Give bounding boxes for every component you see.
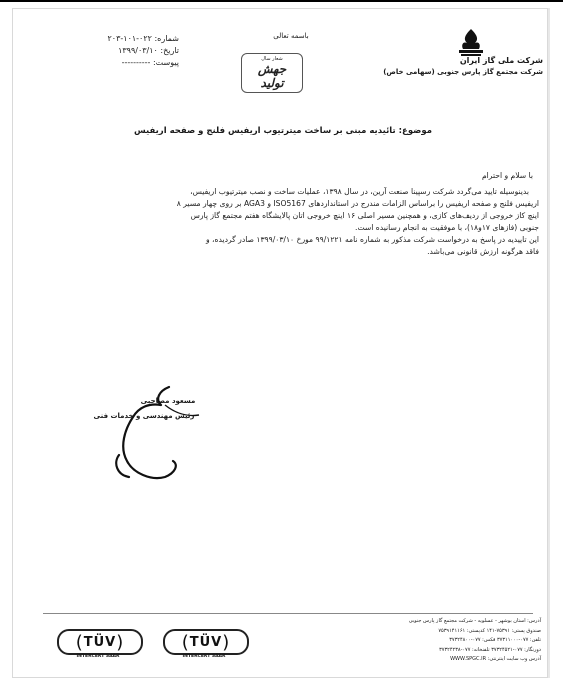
footer-line: آدرس: استان بوشهر - عسلویه - شرکت مجتمع گاز پارس جنوبی [408,618,541,624]
tuv-certification-logo: ( TÜV ) [163,629,249,655]
body-line: این تاییدیه در پاسخ به درخواست شرکت مذکور به شماره نامه ۹۹/۱۲۲۱ مورخ ۱۳۹۹/۰۳/۱۰ صادر گردیده، و [205,235,539,244]
footer-line: آدرس وب سایت اینترنتی: WWW.SPGC.IR [450,656,541,662]
footer-line: دورنگار: ۰۷۷-۳۷۳۲۴۵۲۱ تلفنخانه: ۰۷۷-۳۷۳۲۴۲۳۸ [439,646,541,653]
signer-title: رئیس مهندسی و خدمات فنی [93,412,195,420]
top-border-line [0,0,563,2]
body-line: جنوبی (فازهای ۱۷و۱۸)، با موفقیت به انجام رسانیده است. [355,223,539,232]
letter-number: شماره: ۰۲۲-۱۰۱-۲۰۳ [107,34,179,43]
tuv-subtext: INTERCERT SAAR [182,654,226,659]
body-line: اینچ کاز خروجی از ردیف‌های کازی، و همچنین مسیر اصلی ۱۶ اینچ خروجی اتان پالایشگاه هفتم مجتمع گاز پارس [190,211,539,220]
tuv-subtext: INTERCERT SAAR [76,654,120,659]
greeting-text: با سلام و احترام [481,171,533,180]
tuv-mark: TÜV [189,634,223,650]
letter-body [53,186,539,258]
nigc-logo-icon [451,27,491,57]
handwritten-signature [99,377,209,497]
signer-name: مسعود مصاحبی [140,397,196,405]
footer-line: صندوق پستی: ۷۵۳۹۱-۱۴۱ کدپستی: ۷۵۳۹۱۴۱۱۶۱ [438,627,541,634]
stamp-small-text: شعار سال [261,56,283,62]
invocation-text: باسمه تعالی [273,32,309,40]
letter-attachment: پیوست: ---------- [121,58,179,67]
tuv-certification-logo: ( TÜV ) [57,629,143,655]
tuv-mark: TÜV [83,634,117,650]
letter-meta-block [69,33,179,69]
company-subname: شرکت مجتمع گاز پارس جنوبی (سهامی خاص) [383,68,543,76]
letter-subject: موضوع: تائیدیه مبنی بر ساخت میترتیوب اریفیس فلنج و صفحه اریفیس [134,126,432,136]
footer-address [313,617,541,665]
body-line: بدینوسیله تایید می‌گردد شرکت رسپینا صنعت آرین، در سال ۱۳۹۸، عملیات ساخت و نصب میترتیوب اریفیس، [190,187,529,196]
stamp-main-text: جهش تولید [257,62,287,90]
footer-divider [43,613,533,614]
footer-line: تلفن: ۰۷۷-۳۷۳۱۱۰۰۰ فکس: ۰۷۷-۳۷۳۲۴۸۰۰ [449,637,541,643]
company-name: شرکت ملی گاز ایران [459,56,543,65]
slogan-stamp [241,53,303,93]
body-line: اریفیس فلنج و صفحه اریفیس را براساس الزامات مندرج در استانداردهای ISO5167 و AGA3 بر روی چهار مسیر ۸ [176,199,539,208]
letter-date: تاریخ: ۱۳۹۹/۰۳/۱۰ [118,46,179,55]
body-line: فاقد هرگونه ارزش قانونی می‌باشد. [427,247,539,256]
letter-page [12,8,548,678]
